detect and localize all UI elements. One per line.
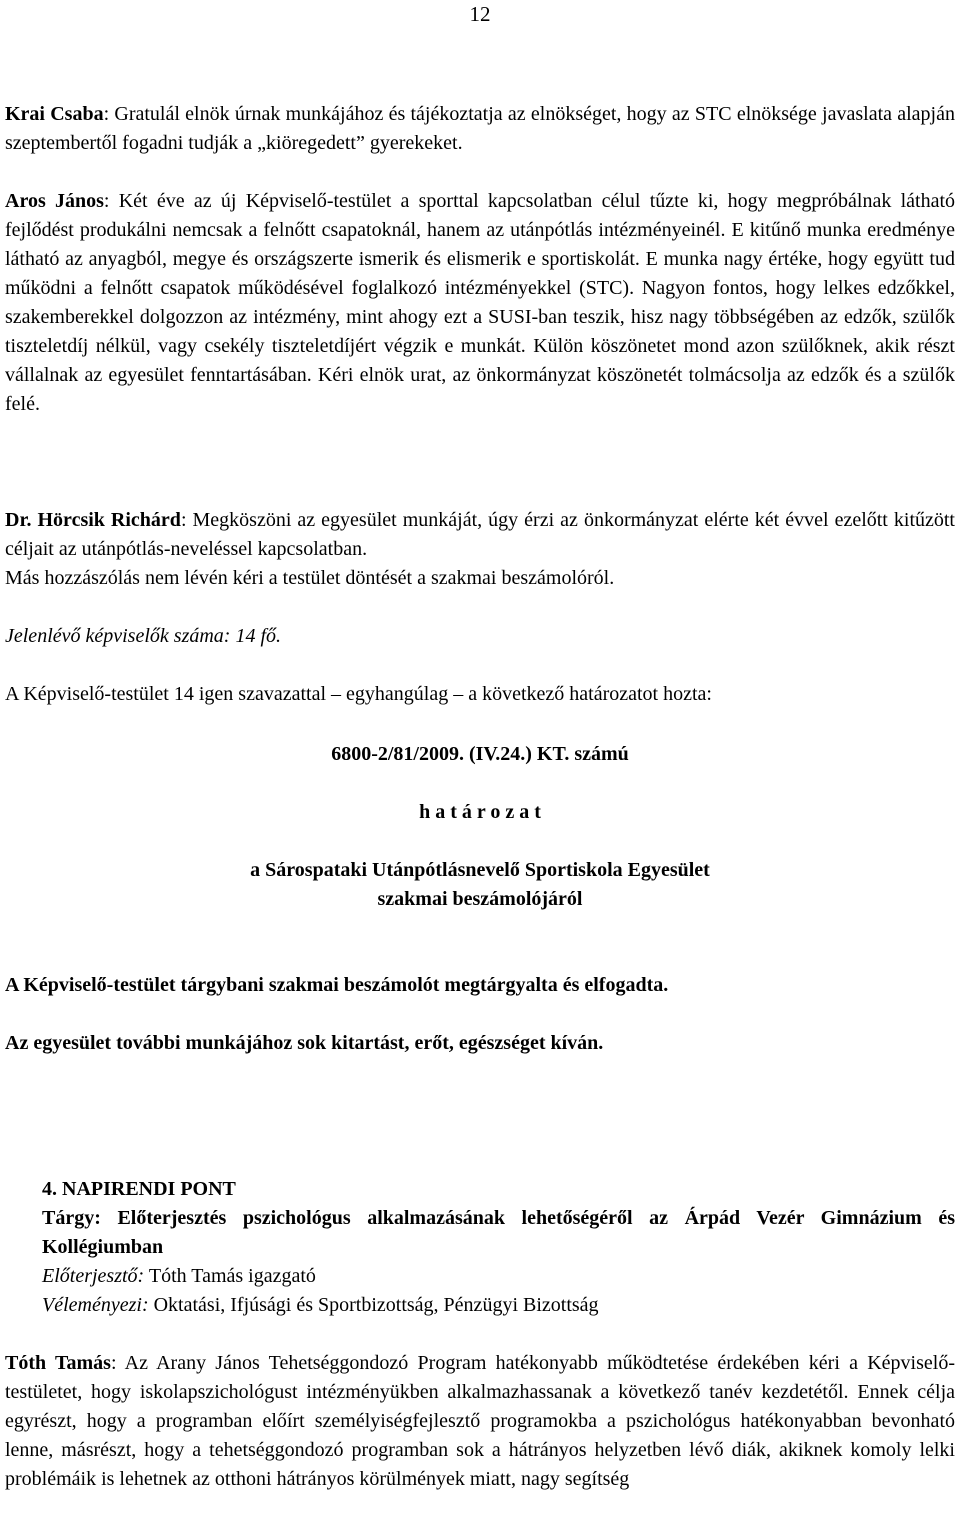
paragraph-toth <box>5 1349 955 1494</box>
decision-accepted: A Képviselő-testület tárgybani szakmai beszámolót megtárgyalta és elfogadta. <box>5 974 669 996</box>
speech-text: : Gratulál elnök úrnak munkájához és tájékoztatja az elnökséget, hogy az STC elnöksége javaslata alapján szeptembertől fogadni tudják a „kiöregedett” gyerekeket. <box>5 103 955 154</box>
presenter-text: Tóth Tamás igazgató <box>148 1265 316 1287</box>
presenter-label: Előterjesztő: <box>42 1265 145 1287</box>
resolution-heading: h a t á r o z a t <box>419 801 541 823</box>
agenda-number: 4. <box>42 1178 57 1200</box>
resolution-subject-line1: a Sárospataki Utánpótlásnevelő Sportiskola Egyesület <box>250 859 710 881</box>
speech-text: : Az Arany János Tehetséggondozó Program hatékonyabb működtetése érdekében kéri a Képviselő-testületet, hogy iskolapszichológust intézményükben alkalmazhassanak a következő tanév kezdetétől. Ennek célja egyrészt, hogy a programban előírt személyiségfejlesztő programokba a pszichológus hatékonyabban bevonható lenne, másrészt, hogy a tehetséggondozó programban sok a hátrányos helyzetben lévő diák, akiknek komoly lelki problémáik is lehetnek az otthoni hátrányos körülmények miatt, nagy segítség <box>5 1352 955 1490</box>
agenda-subject-text: Előterjesztés pszichológus alkalmazásának lehetőségéről az Árpád Vezér Gimnázium és Kollégiumban <box>42 1207 956 1258</box>
paragraph-horcsik <box>5 506 955 564</box>
speech-text: : Megköszöni az egyesület munkáját, úgy érzi az önkormányzat elérte két évvel ezelőtt kitűzött céljait az utánpótlás-neveléssel kapcsolatban. <box>5 509 955 560</box>
page-number: 12 <box>469 2 491 26</box>
speaker-name: Aros János <box>5 190 104 212</box>
resolution-subject-line2: szakmai beszámolójáról <box>377 888 583 910</box>
speech-text: : Két éve az új Képviselő-testület a sporttal kapcsolatban célul tűzte ki, hogy megpróbálnak látható fejlődést produkálni nemcsak a felnőtt csapatoknál, hanem az utánpótlás intézményeinél. E kitűnő munka eredménye látható az anyagból, megye és országszerte ismerik és elismerik e sportiskolát. E munka nagy értéke, hogy együtt tud működni a felnőtt csapatok működésével foglalkozó intézményekkel (STC). Nagyon fontos, hogy lelkes edzőkkel, szakemberekkel dolgozzon az intézmény, mint ahogy ezt a SUSI-ban teszik, hisz nagy többségében az edzők, szülők tiszteletdíj nélkül, vagy csekély tiszteletdíjért végzik e munkát. Külön köszönetet mond azon szülőknek, akik részt vállalnak az egyesület fenntartásában. Kéri elnök urat, az önkormányzat köszönetét tolmácsolja az edzők és a szülők felé. <box>5 190 956 415</box>
speaker-name: Krai Csaba <box>5 103 104 125</box>
reviewer-label: Véleményezi: <box>42 1294 149 1316</box>
paragraph-aros <box>5 187 955 419</box>
agenda-title: NAPIRENDI PONT <box>62 1178 236 1200</box>
agenda-subject <box>42 1204 955 1262</box>
reviewer-text: Oktatási, Ifjúsági és Sportbizottság, Pénzügyi Bizottság <box>153 1294 599 1316</box>
speaker-name: Tóth Tamás <box>5 1352 111 1374</box>
agenda-heading <box>42 1175 955 1204</box>
vote-result: A Képviselő-testület 14 igen szavazattal – egyhangúlag – a következő határozatot hozta: <box>5 683 712 705</box>
paragraph-krai <box>5 100 955 158</box>
resolution-number: 6800-2/81/2009. (IV.24.) KT. számú <box>331 743 629 765</box>
speaker-name: Dr. Hörcsik Richárd <box>5 509 181 531</box>
agenda-subject-label: Tárgy: <box>42 1207 101 1229</box>
other-comment: Más hozzászólás nem lévén kéri a testület döntését a szakmai beszámolóról. <box>5 567 615 589</box>
agenda-reviewer <box>42 1291 955 1320</box>
agenda-presenter <box>42 1262 955 1291</box>
present-count: Jelenlévő képviselők száma: 14 fő. <box>5 625 282 647</box>
decision-wishes: Az egyesület további munkájához sok kitartást, erőt, egészséget kíván. <box>5 1032 604 1054</box>
